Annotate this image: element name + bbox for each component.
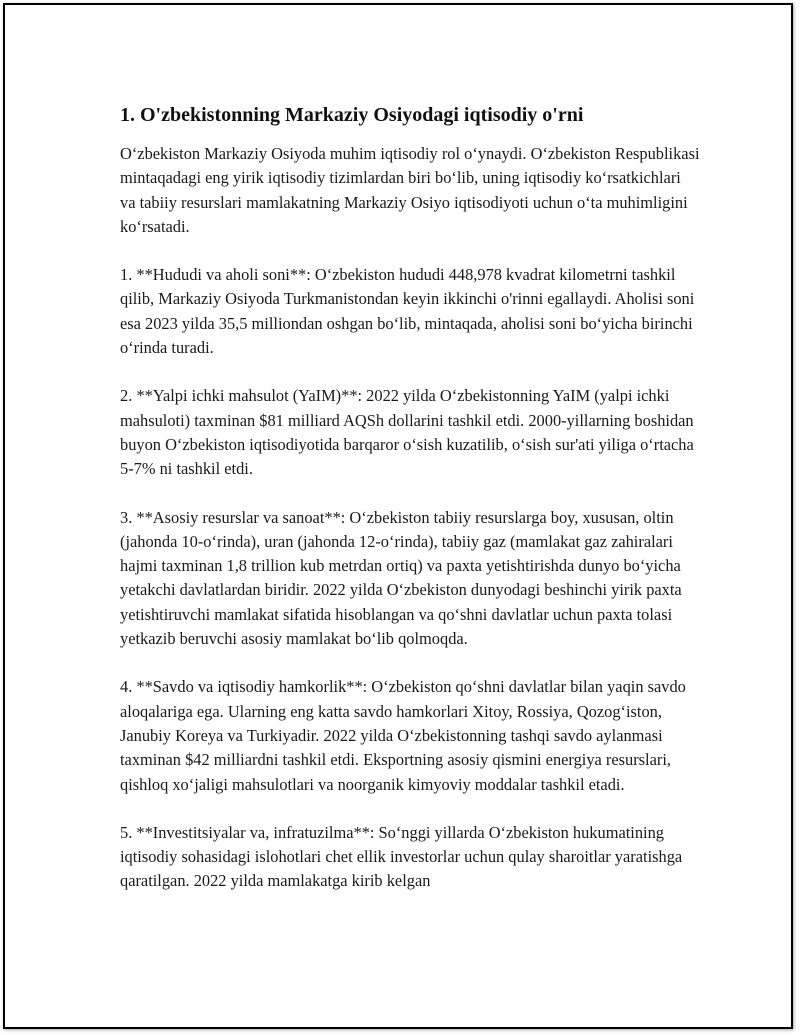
paragraph-investment-infrastructure: 5. **Investitsiyalar va, infratuzilma**: So‘nggi yillarda O‘zbekiston hukumatining iqtisodiy sohasidagi islohotlari chet ellik investorlar uchun qulay sharoitlar yaratishga qaratilgan. 2022 yilda mamlakatga kirib kelgan xyxy=(120,822,683,891)
paragraph-gdp: 2. **Yalpi ichki mahsulot (YaIM)**: 2022 yilda O‘zbekistonning YaIM (yalpi ichki mahsuloti) taxminan $81 milliard AQSh dollarini tashkil etdi. 2000-yillarning boshidan buyon O‘zbekiston iqtisodiyotida barqaror o‘sish kuzatilib, o‘sish sur'ati yiliga o‘rtacha 5-7% ni tashkil etdi. xyxy=(120,386,694,479)
intro-paragraph: O‘zbekiston Markaziy Osiyoda muhim iqtisodiy rol o‘ynaydi. O‘zbekiston Respublikasi mintaqadagi eng yirik iqtisodiy tizimlardan biri bo‘lib, uning iqtisodiy ko‘rsatkichlari va tabiiy resurslari mamlakatning Markaziy Osiyo iqtisodiyoti uchun o‘ta muhimligini ko‘rsatadi. xyxy=(120,144,700,236)
paragraph-trade-cooperation: 4. **Savdo va iqtisodiy hamkorlik**: O‘zbekiston qo‘shni davlatlar bilan yaqin savdo aloqalariga ega. Ularning eng katta savdo hamkorlari Xitoy, Rossiya, Qozog‘iston, Janubiy Koreya va Turkiyadir. 2022 yilda O‘zbekistonning tashqi savdo aylanmasi taxminan $42 milliardni tashkil etdi. Eksportning asosiy qismini energiya resurslari, qishloq xo‘jaligi mahsulotlari va noorganik kimyoviy moddalar tashkil etadi. xyxy=(120,677,686,794)
paragraph-resources-industry: 3. **Asosiy resurslar va sanoat**: O‘zbekiston tabiiy resurslarga boy, xususan, oltin (jahonda 10-o‘rinda), uran (jahonda 12-o‘rinda), tabiiy gaz (mamlakat gaz zahiralari hajmi taxminan 1,8 trillion kub metrdan ortiq) va paxta yetishtirishda dunyo bo‘yicha yetakchi davlatlardan biridir. 2022 yilda O‘zbekiston dunyodagi beshinchi yirik paxta yetishtiruvchi mamlakat sifatida hisoblangan va qo‘shni davlatlar uchun paxta tolasi yetkazib beruvchi asosiy mamlakat bo‘lib qolmoqda. xyxy=(120,507,682,649)
document-title: 1. O'zbekistonning Markaziy Osiyodagi iqtisodiy o'rni xyxy=(120,104,584,126)
document-body xyxy=(120,102,700,918)
document-page xyxy=(3,3,793,1029)
paragraph-territory-population: 1. **Hududi va aholi soni**: O‘zbekiston hududi 448,978 kvadrat kilometrni tashkil qilib, Markaziy Osiyoda Turkmanistondan keyin ikkinchi o'rinni egallaydi. Aholisi soni esa 2023 yilda 35,5 milliondan oshgan bo‘lib, mintaqada, aholisi soni bo‘yicha birinchi o‘rinda turadi. xyxy=(120,265,695,358)
